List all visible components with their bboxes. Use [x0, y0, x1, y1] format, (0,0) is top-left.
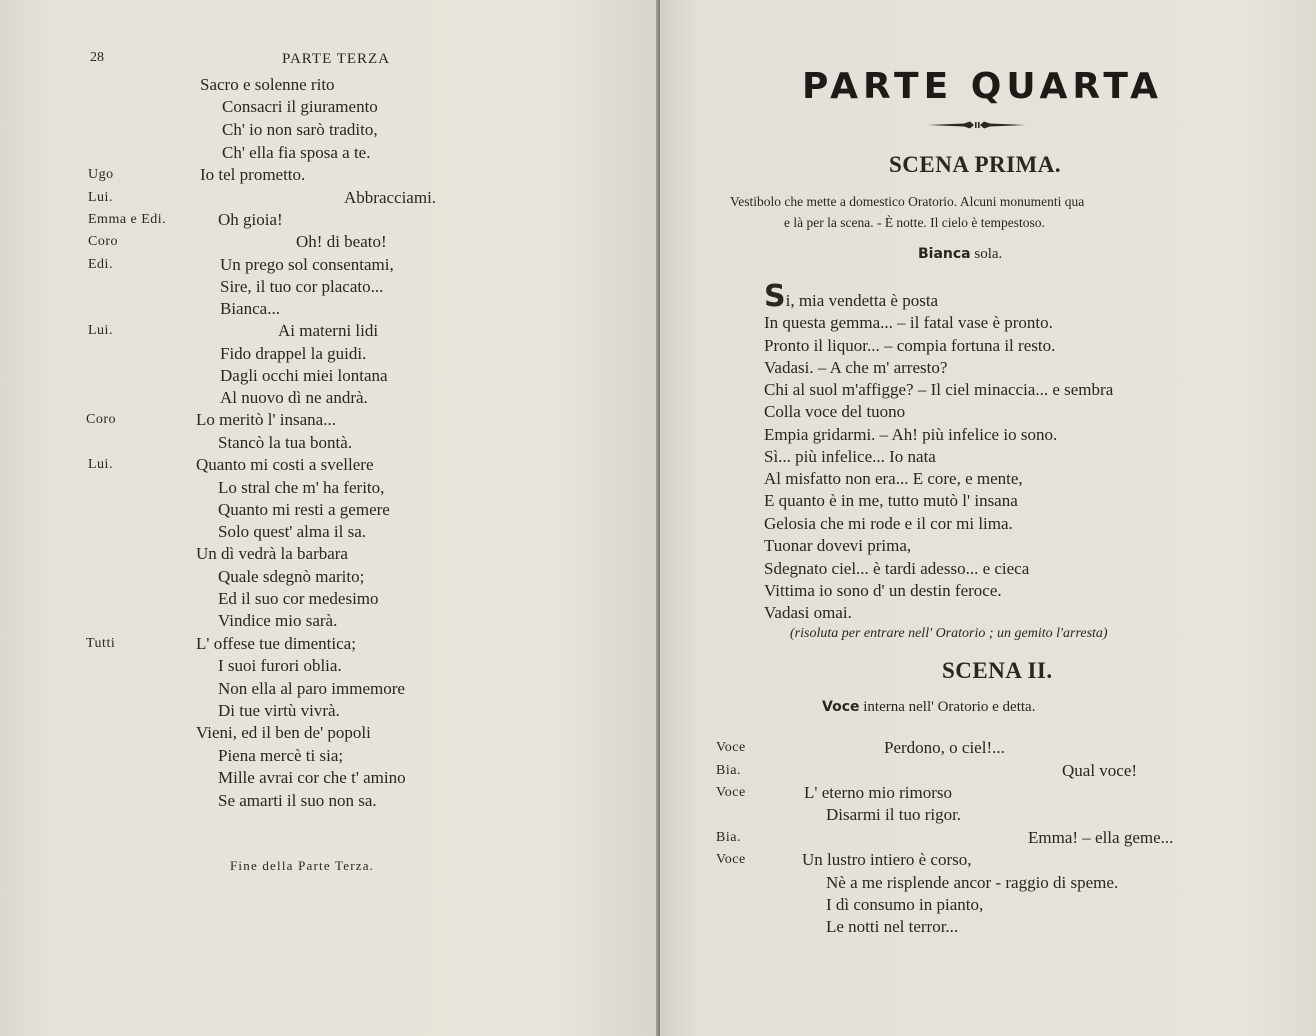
character-note: interna nell' Oratorio e detta. [863, 699, 1036, 715]
verse-line: Non ella al paro immemore [218, 679, 405, 698]
verse-line: Dagli occhi miei lontana [220, 366, 388, 385]
character-note: sola. [974, 246, 1003, 262]
ornament-rule-icon [928, 120, 1026, 130]
speaker-label: Voce [716, 852, 746, 867]
verse-line: E quanto è in me, tutto mutò l' insana [764, 491, 1018, 510]
verse-line: L' eterno mio rimorso [804, 783, 953, 802]
verse-line: Quale sdegnò marito; [218, 567, 365, 586]
verse-line: Sdegnato ciel... è tardi adesso... e cieca [764, 559, 1030, 578]
speaker-label: Coro [86, 412, 116, 427]
part-title: PARTE QUARTA [802, 66, 1164, 107]
verse-line: Solo quest' alma il sa. [218, 522, 367, 541]
verse-line: Ch' ella fia sposa a te. [222, 143, 371, 162]
verse-line: Gelosia che mi rode e il cor mi lima. [764, 514, 1013, 533]
verse-line: Fido drappel la guidi. [220, 344, 367, 363]
verse-line: Vieni, ed il ben de' popoli [196, 723, 371, 742]
verse-line: Ed il suo cor medesimo [218, 589, 379, 608]
verse-line: Pronto il liquor... – compia fortuna il resto. [764, 336, 1056, 355]
speaker-label: Lui. [88, 457, 113, 472]
verse-line: Vadasi. – A che m' arresto? [764, 358, 948, 377]
verse-line: Un lustro intiero è corso, [802, 850, 972, 869]
verse-line: Piena mercè ti sia; [218, 746, 344, 765]
verse-line: I suoi furori oblia. [218, 656, 342, 675]
stage-direction-italic: (risoluta per entrare nell' Oratorio ; un gemito l'arresta) [790, 626, 1108, 641]
speaker-label: Voce [716, 740, 746, 755]
speaker-label: Voce [716, 785, 746, 800]
character-name: Voce [822, 699, 860, 715]
verse-line: Vadasi omai. [764, 603, 852, 622]
page-number: 28 [90, 50, 104, 65]
speaker-label: Coro [88, 234, 118, 249]
verse-line: Tuonar dovevi prima, [764, 536, 912, 555]
verse-line: Empia gridarmi. – Ah! più infelice io sono. [764, 425, 1058, 444]
verse-line: Qual voce! [1062, 761, 1138, 780]
verse-line: Vindice mio sarà. [218, 611, 338, 630]
scene-heading: SCENA PRIMA. [889, 152, 1062, 177]
verse-line: L' offese tue dimentica; [196, 634, 356, 653]
verse-line: I dì consumo in pianto, [826, 895, 984, 914]
right-page [660, 0, 1316, 1036]
verse-line: Colla voce del tuono [764, 402, 906, 421]
verse-line: Io tel prometto. [200, 165, 306, 184]
verse-line: Vittima io sono d' un destin feroce. [764, 581, 1002, 600]
verse-line: Perdono, o ciel!... [884, 738, 1005, 757]
verse-line: Lo stral che m' ha ferito, [218, 478, 385, 497]
verse-line: Oh! di beato! [296, 232, 387, 251]
verse-line: Al nuovo dì ne andrà. [220, 388, 368, 407]
verse-line: Di tue virtù vivrà. [218, 701, 340, 720]
speaker-label: Bia. [716, 763, 741, 778]
speaker-label: Bia. [716, 830, 741, 845]
verse-line: Ch' io non sarò tradito, [222, 120, 378, 139]
verse-line: Bianca... [220, 299, 280, 318]
verse-line: Chi al suol m'affigge? – Il ciel minaccia... e sembra [764, 380, 1114, 399]
verse-text: i, mia vendetta è posta [785, 291, 939, 310]
verse-line: Stancò la tua bontà. [218, 433, 353, 452]
character-name: Bianca [918, 246, 971, 262]
character-intro [822, 699, 1035, 716]
verse-line-first [764, 279, 939, 314]
verse-line: Sacro e solenne rito [200, 75, 335, 94]
verse-line: Ai materni lidi [278, 321, 379, 340]
verse-line: Le notti nel terror... [826, 917, 959, 936]
scene-heading: SCENA II. [942, 658, 1053, 683]
verse-line: Lo meritò l' insana... [196, 410, 336, 429]
verse-line: Consacri il giuramento [222, 97, 378, 116]
verse-line: Nè a me risplende ancor - raggio di speme. [826, 873, 1119, 892]
speaker-label: Ugo [88, 167, 114, 182]
verse-line: Emma! – ella geme... [1028, 828, 1174, 847]
verse-line: Abbracciami. [344, 188, 437, 207]
drop-cap: S [764, 279, 786, 314]
speaker-label: Lui. [88, 190, 113, 205]
verse-line: Quanto mi resti a gemere [218, 500, 390, 519]
speaker-label: Edi. [88, 257, 113, 272]
verse-line: Un dì vedrà la barbara [196, 544, 348, 563]
verse-line: Se amarti il suo non sa. [218, 791, 377, 810]
verse-line: Sì... più infelice... Io nata [764, 447, 936, 466]
verse-line: Un prego sol consentami, [220, 255, 394, 274]
verse-line: Oh gioia! [218, 210, 283, 229]
speaker-label: Lui. [88, 323, 113, 338]
end-of-part-note: Fine della Parte Terza. [230, 858, 375, 873]
verse-line: Al misfatto non era... E core, e mente, [764, 469, 1023, 488]
stage-direction: e là per la scena. - È notte. Il cielo è tempestoso. [784, 215, 1045, 230]
character-intro [918, 246, 1002, 263]
verse-line: Quanto mi costi a svellere [196, 455, 374, 474]
speaker-label: Tutti [86, 636, 116, 651]
verse-line: Sire, il tuo cor placato... [220, 277, 384, 296]
verse-line: In questa gemma... – il fatal vase è pronto. [764, 313, 1053, 332]
verse-line: Mille avrai cor che t' amino [218, 768, 406, 787]
stage-direction: Vestibolo che mette a domestico Oratorio. Alcuni monumenti qua [730, 194, 1085, 209]
speaker-label: Emma e Edi. [88, 212, 167, 227]
running-head: PARTE TERZA [282, 51, 391, 67]
verse-line: Disarmi il tuo rigor. [826, 805, 962, 824]
